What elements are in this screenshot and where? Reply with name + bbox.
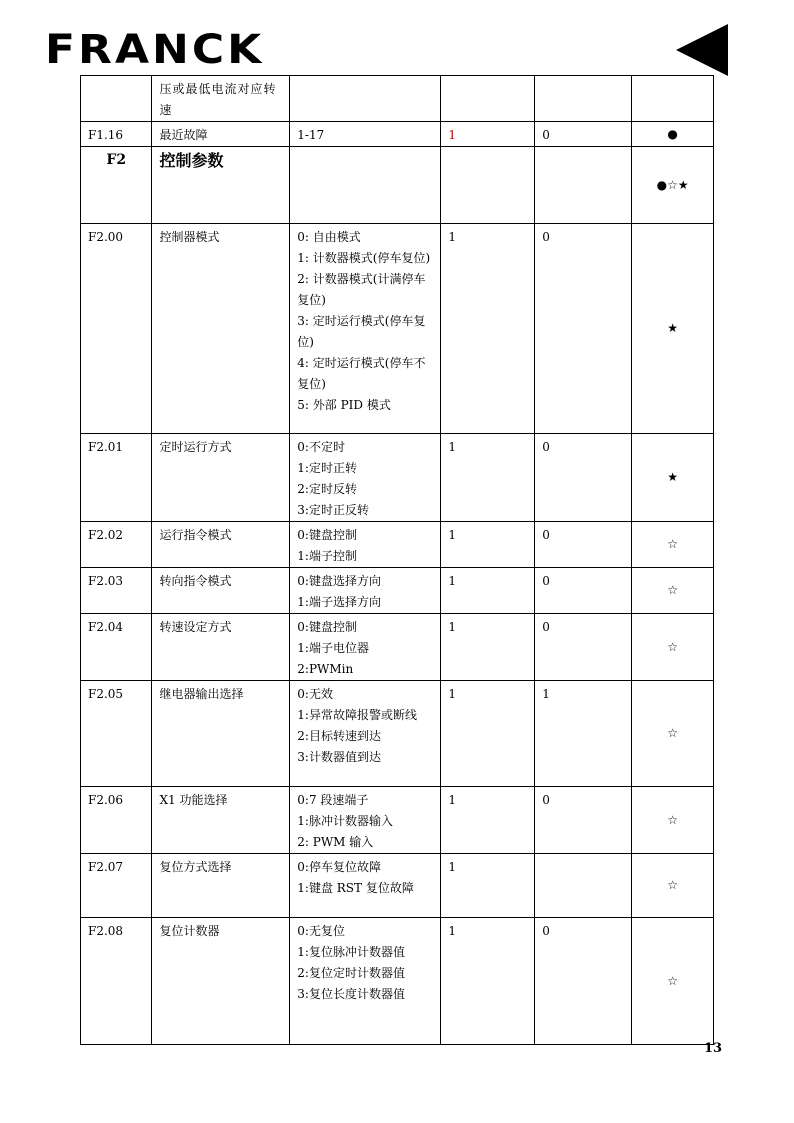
code-cell: F2.07 [81, 854, 152, 918]
code-cell: F2.05 [81, 681, 152, 787]
range-option: 2:复位定时计数器值 [297, 966, 405, 980]
range-option: 1:端子控制 [297, 549, 357, 563]
value-cell: 0 [535, 522, 632, 568]
name-cell: 定时运行方式 [152, 434, 290, 522]
table-row [81, 522, 714, 568]
range-cell [290, 568, 441, 614]
name-cell: 转速设定方式 [152, 614, 290, 681]
code-cell: F2.02 [81, 522, 152, 568]
table-row [81, 918, 714, 1045]
default-cell: 1 [441, 614, 535, 681]
value-cell: 0 [535, 434, 632, 522]
brand-logo [45, 26, 265, 74]
range-option: 3:计数器值到达 [297, 750, 381, 764]
range-option: 1:键盘 RST 复位故障 [297, 881, 414, 895]
name-cell: 继电器输出选择 [152, 681, 290, 787]
range-option: 0:键盘选择方向 [297, 574, 381, 588]
range-option: 0:键盘控制 [297, 620, 357, 634]
default-cell: 1 [441, 522, 535, 568]
value-cell: 0 [535, 787, 632, 854]
table-row [81, 76, 714, 122]
code-cell: F2.04 [81, 614, 152, 681]
range-option: 2:目标转速到达 [297, 729, 381, 743]
range-cell: 1-17 [290, 122, 441, 147]
attribute-icon: ● [632, 122, 714, 147]
range-cell [290, 614, 441, 681]
table-row [81, 568, 714, 614]
range-option: 0:无效 [297, 687, 333, 701]
value-cell: 1 [535, 681, 632, 787]
value-cell [535, 854, 632, 918]
range-option: 0: 自由模式 [297, 230, 361, 244]
default-cell: 1 [441, 434, 535, 522]
value-cell: 0 [535, 122, 632, 147]
code-cell: F1.16 [81, 122, 152, 147]
range-option: 4: 定时运行模式(停车不复位) [297, 356, 426, 391]
name-cell: 复位方式选择 [152, 854, 290, 918]
range-option: 3:复位长度计数器值 [297, 987, 405, 1001]
default-cell: 1 [441, 568, 535, 614]
parameter-table [80, 75, 714, 1045]
default-cell: 1 [441, 122, 535, 147]
range-option: 0:不定时 [297, 440, 345, 454]
range-option: 0:无复位 [297, 924, 345, 938]
value-cell: 0 [535, 918, 632, 1045]
name-cell: 压或最低电流对应转速 [152, 76, 290, 122]
attribute-icon: ★ [632, 224, 714, 434]
range-cell [290, 434, 441, 522]
attribute-icon: ☆ [632, 568, 714, 614]
range-option: 1: 计数器模式(停车复位) [297, 251, 431, 265]
attribute-icon: ☆ [632, 614, 714, 681]
code-cell: F2.01 [81, 434, 152, 522]
name-cell: X1 功能选择 [152, 787, 290, 854]
default-cell: 1 [441, 918, 535, 1045]
attribute-cell [632, 76, 714, 122]
default-cell [441, 76, 535, 122]
range-cell [290, 522, 441, 568]
default-cell: 1 [441, 224, 535, 434]
page-number: 13 [704, 1041, 723, 1056]
default-cell [441, 147, 535, 224]
code-cell: F2.08 [81, 918, 152, 1045]
range-cell [290, 918, 441, 1045]
group-header-row [81, 147, 714, 224]
table-row [81, 681, 714, 787]
attribute-icon: ●☆★ [632, 147, 714, 224]
table-row [81, 854, 714, 918]
range-option: 1:脉冲计数器输入 [297, 814, 393, 828]
value-cell: 0 [535, 614, 632, 681]
attribute-icon: ☆ [632, 522, 714, 568]
range-cell [290, 681, 441, 787]
attribute-icon: ☆ [632, 854, 714, 918]
range-cell [290, 787, 441, 854]
range-option: 2:PWMin [297, 662, 354, 676]
range-option: 5: 外部 PID 模式 [297, 398, 391, 412]
brand-name: FRANCK [45, 26, 265, 74]
range-option: 0:7 段速端子 [297, 793, 369, 807]
range-option: 1:定时正转 [297, 461, 357, 475]
range-cell [290, 224, 441, 434]
group-title: 控制参数 [152, 147, 290, 224]
range-option: 2: 计数器模式(计满停车复位) [297, 272, 426, 307]
range-option: 1:复位脉冲计数器值 [297, 945, 405, 959]
range-cell [290, 147, 441, 224]
range-option: 2:定时反转 [297, 482, 357, 496]
table-row [81, 122, 714, 147]
attribute-icon: ☆ [632, 787, 714, 854]
name-cell: 复位计数器 [152, 918, 290, 1045]
value-cell: 0 [535, 568, 632, 614]
range-cell [290, 854, 441, 918]
name-cell: 最近故障 [152, 122, 290, 147]
range-option: 0:键盘控制 [297, 528, 357, 542]
attribute-icon: ☆ [632, 681, 714, 787]
name-cell: 转向指令模式 [152, 568, 290, 614]
table-row [81, 614, 714, 681]
range-option: 1:端子选择方向 [297, 595, 381, 609]
range-option: 1:异常故障报警或断线 [297, 708, 417, 722]
name-cell: 控制器模式 [152, 224, 290, 434]
table-row [81, 787, 714, 854]
back-arrow-icon [674, 22, 730, 82]
code-cell [81, 76, 152, 122]
range-option: 2: PWM 输入 [297, 835, 374, 849]
default-cell: 1 [441, 787, 535, 854]
code-cell: F2.03 [81, 568, 152, 614]
group-code: F2 [81, 147, 152, 224]
range-cell [290, 76, 441, 122]
table-row [81, 224, 714, 434]
range-option: 1:端子电位器 [297, 641, 369, 655]
range-option: 0:停车复位故障 [297, 860, 381, 874]
range-option: 3: 定时运行模式(停车复位) [297, 314, 426, 349]
value-cell: 0 [535, 224, 632, 434]
table-row [81, 434, 714, 522]
default-cell: 1 [441, 681, 535, 787]
value-cell [535, 147, 632, 224]
attribute-icon: ★ [632, 434, 714, 522]
attribute-icon: ☆ [632, 918, 714, 1045]
default-cell: 1 [441, 854, 535, 918]
name-cell: 运行指令模式 [152, 522, 290, 568]
code-cell: F2.00 [81, 224, 152, 434]
code-cell: F2.06 [81, 787, 152, 854]
value-cell [535, 76, 632, 122]
range-option: 3:定时正反转 [297, 503, 369, 517]
